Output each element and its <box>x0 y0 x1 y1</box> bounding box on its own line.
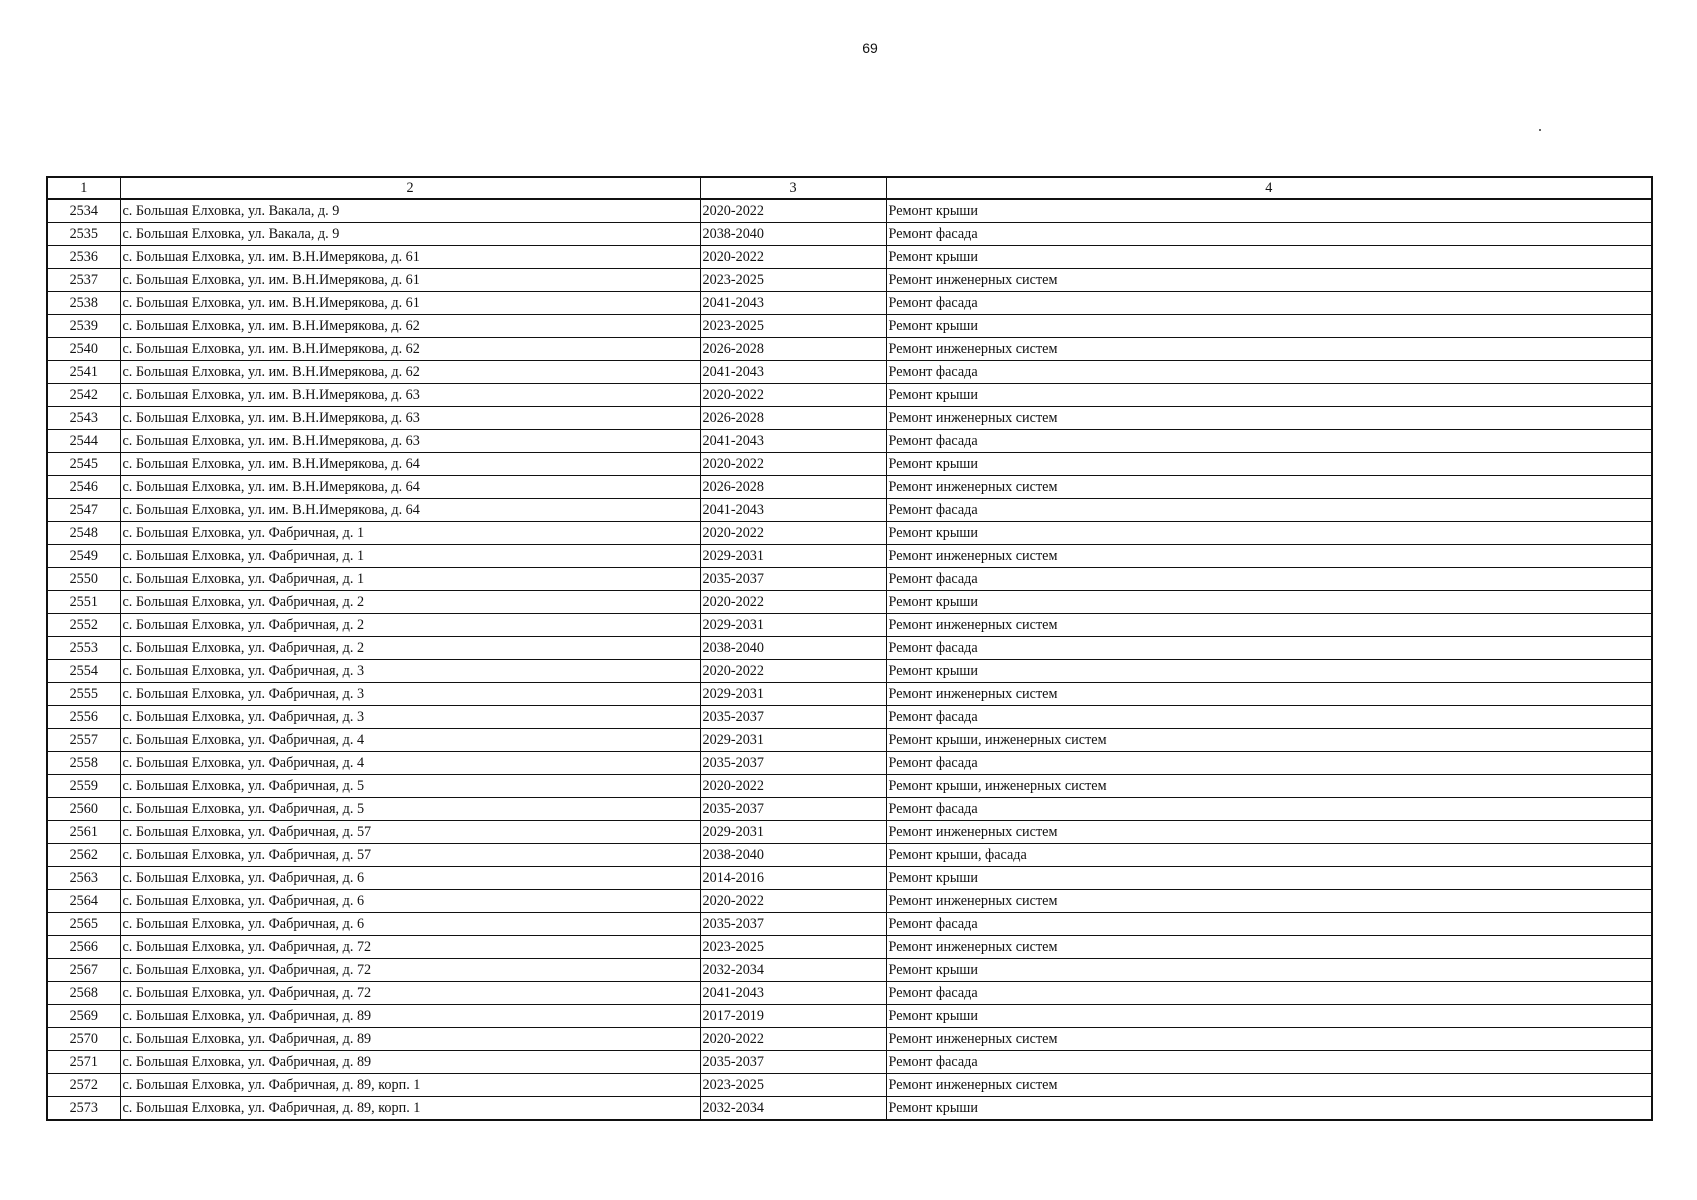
address-cell: с. Большая Елховка, ул. Фабричная, д. 89, корп. 1 <box>120 1074 700 1097</box>
address-cell: с. Большая Елховка, ул. Фабричная, д. 4 <box>120 729 700 752</box>
row-number: 2572 <box>47 1074 120 1097</box>
row-number: 2562 <box>47 844 120 867</box>
period-cell: 2032-2034 <box>700 1097 886 1121</box>
work-type-cell: Ремонт крыши <box>886 660 1652 683</box>
table-row <box>47 982 1652 1005</box>
address-cell: с. Большая Елховка, ул. Вакала, д. 9 <box>120 199 700 223</box>
period-cell: 2023-2025 <box>700 1074 886 1097</box>
address-cell: с. Большая Елховка, ул. им. В.Н.Имерякова, д. 62 <box>120 361 700 384</box>
work-type-cell: Ремонт крыши <box>886 315 1652 338</box>
work-type-cell: Ремонт крыши <box>886 1097 1652 1121</box>
address-cell: с. Большая Елховка, ул. Фабричная, д. 89 <box>120 1005 700 1028</box>
work-type-cell: Ремонт крыши, инженерных систем <box>886 775 1652 798</box>
table-row <box>47 683 1652 706</box>
work-type-cell: Ремонт крыши <box>886 1005 1652 1028</box>
table-row <box>47 1005 1652 1028</box>
work-type-cell: Ремонт фасада <box>886 913 1652 936</box>
period-cell: 2035-2037 <box>700 568 886 591</box>
row-number: 2563 <box>47 867 120 890</box>
column-header-3: 3 <box>700 177 886 199</box>
address-cell: с. Большая Елховка, ул. Фабричная, д. 72 <box>120 982 700 1005</box>
work-type-cell: Ремонт фасада <box>886 1051 1652 1074</box>
table-row <box>47 1097 1652 1121</box>
table-row <box>47 499 1652 522</box>
table-row <box>47 384 1652 407</box>
address-cell: с. Большая Елховка, ул. Фабричная, д. 2 <box>120 637 700 660</box>
row-number: 2544 <box>47 430 120 453</box>
period-cell: 2029-2031 <box>700 821 886 844</box>
table-row <box>47 936 1652 959</box>
table-row <box>47 568 1652 591</box>
work-type-cell: Ремонт фасада <box>886 292 1652 315</box>
address-cell: с. Большая Елховка, ул. Фабричная, д. 2 <box>120 614 700 637</box>
row-number: 2556 <box>47 706 120 729</box>
row-number: 2547 <box>47 499 120 522</box>
address-cell: с. Большая Елховка, ул. Фабричная, д. 72 <box>120 936 700 959</box>
address-cell: с. Большая Елховка, ул. им. В.Н.Имерякова, д. 62 <box>120 315 700 338</box>
row-number: 2535 <box>47 223 120 246</box>
address-cell: с. Большая Елховка, ул. Фабричная, д. 4 <box>120 752 700 775</box>
period-cell: 2035-2037 <box>700 798 886 821</box>
period-cell: 2035-2037 <box>700 1051 886 1074</box>
address-cell: с. Большая Елховка, ул. им. В.Н.Имерякова, д. 62 <box>120 338 700 361</box>
row-number: 2567 <box>47 959 120 982</box>
period-cell: 2020-2022 <box>700 522 886 545</box>
work-type-cell: Ремонт крыши <box>886 522 1652 545</box>
address-cell: с. Большая Елховка, ул. Фабричная, д. 3 <box>120 706 700 729</box>
row-number: 2551 <box>47 591 120 614</box>
row-number: 2538 <box>47 292 120 315</box>
address-cell: с. Большая Елховка, ул. Фабричная, д. 72 <box>120 959 700 982</box>
row-number: 2546 <box>47 476 120 499</box>
address-cell: с. Большая Елховка, ул. им. В.Н.Имерякова, д. 64 <box>120 499 700 522</box>
period-cell: 2038-2040 <box>700 223 886 246</box>
table-row <box>47 591 1652 614</box>
row-number: 2560 <box>47 798 120 821</box>
period-cell: 2017-2019 <box>700 1005 886 1028</box>
period-cell: 2041-2043 <box>700 430 886 453</box>
row-number: 2564 <box>47 890 120 913</box>
table-row <box>47 959 1652 982</box>
period-cell: 2014-2016 <box>700 867 886 890</box>
work-type-cell: Ремонт инженерных систем <box>886 683 1652 706</box>
table-row <box>47 706 1652 729</box>
table-row <box>47 614 1652 637</box>
work-type-cell: Ремонт инженерных систем <box>886 936 1652 959</box>
address-cell: с. Большая Елховка, ул. Фабричная, д. 6 <box>120 913 700 936</box>
row-number: 2541 <box>47 361 120 384</box>
address-cell: с. Большая Елховка, ул. Вакала, д. 9 <box>120 223 700 246</box>
row-number: 2573 <box>47 1097 120 1121</box>
work-type-cell: Ремонт фасада <box>886 982 1652 1005</box>
table-row <box>47 430 1652 453</box>
row-number: 2565 <box>47 913 120 936</box>
work-type-cell: Ремонт фасада <box>886 223 1652 246</box>
table-row <box>47 913 1652 936</box>
table-row <box>47 292 1652 315</box>
address-cell: с. Большая Елховка, ул. Фабричная, д. 1 <box>120 545 700 568</box>
table-row <box>47 453 1652 476</box>
scan-speck <box>1539 129 1541 131</box>
row-number: 2537 <box>47 269 120 292</box>
row-number: 2550 <box>47 568 120 591</box>
row-number: 2549 <box>47 545 120 568</box>
row-number: 2540 <box>47 338 120 361</box>
period-cell: 2035-2037 <box>700 913 886 936</box>
table-row <box>47 752 1652 775</box>
row-number: 2558 <box>47 752 120 775</box>
address-cell: с. Большая Елховка, ул. Фабричная, д. 1 <box>120 522 700 545</box>
work-type-cell: Ремонт инженерных систем <box>886 407 1652 430</box>
period-cell: 2041-2043 <box>700 292 886 315</box>
address-cell: с. Большая Елховка, ул. Фабричная, д. 3 <box>120 660 700 683</box>
address-cell: с. Большая Елховка, ул. им. В.Н.Имерякова, д. 61 <box>120 292 700 315</box>
address-cell: с. Большая Елховка, ул. Фабричная, д. 5 <box>120 798 700 821</box>
column-header-2: 2 <box>120 177 700 199</box>
table-row <box>47 798 1652 821</box>
address-cell: с. Большая Елховка, ул. им. В.Н.Имерякова, д. 63 <box>120 384 700 407</box>
row-number: 2571 <box>47 1051 120 1074</box>
work-type-cell: Ремонт крыши <box>886 453 1652 476</box>
address-cell: с. Большая Елховка, ул. им. В.Н.Имерякова, д. 63 <box>120 407 700 430</box>
period-cell: 2020-2022 <box>700 1028 886 1051</box>
column-header-1: 1 <box>47 177 120 199</box>
table-row <box>47 775 1652 798</box>
table-body <box>47 199 1652 1120</box>
work-type-cell: Ремонт инженерных систем <box>886 338 1652 361</box>
address-cell: с. Большая Елховка, ул. Фабричная, д. 89 <box>120 1028 700 1051</box>
period-cell: 2029-2031 <box>700 683 886 706</box>
address-cell: с. Большая Елховка, ул. Фабричная, д. 5 <box>120 775 700 798</box>
work-type-cell: Ремонт инженерных систем <box>886 1074 1652 1097</box>
table-row <box>47 1051 1652 1074</box>
address-cell: с. Большая Елховка, ул. Фабричная, д. 6 <box>120 890 700 913</box>
work-type-cell: Ремонт фасада <box>886 430 1652 453</box>
table-row <box>47 199 1652 223</box>
work-type-cell: Ремонт инженерных систем <box>886 476 1652 499</box>
work-type-cell: Ремонт инженерных систем <box>886 269 1652 292</box>
table-row <box>47 890 1652 913</box>
table-row <box>47 729 1652 752</box>
table-row <box>47 361 1652 384</box>
period-cell: 2032-2034 <box>700 959 886 982</box>
row-number: 2570 <box>47 1028 120 1051</box>
period-cell: 2020-2022 <box>700 890 886 913</box>
period-cell: 2023-2025 <box>700 269 886 292</box>
work-type-cell: Ремонт инженерных систем <box>886 1028 1652 1051</box>
table-row <box>47 315 1652 338</box>
address-cell: с. Большая Елховка, ул. им. В.Н.Имерякова, д. 63 <box>120 430 700 453</box>
row-number: 2569 <box>47 1005 120 1028</box>
table-row <box>47 223 1652 246</box>
table-row <box>47 269 1652 292</box>
row-number: 2553 <box>47 637 120 660</box>
table-row <box>47 821 1652 844</box>
address-cell: с. Большая Елховка, ул. Фабричная, д. 2 <box>120 591 700 614</box>
table-row <box>47 522 1652 545</box>
period-cell: 2023-2025 <box>700 936 886 959</box>
address-cell: с. Большая Елховка, ул. Фабричная, д. 57 <box>120 844 700 867</box>
period-cell: 2029-2031 <box>700 729 886 752</box>
period-cell: 2026-2028 <box>700 338 886 361</box>
table-row <box>47 1028 1652 1051</box>
period-cell: 2020-2022 <box>700 199 886 223</box>
work-type-cell: Ремонт фасада <box>886 706 1652 729</box>
work-type-cell: Ремонт крыши, инженерных систем <box>886 729 1652 752</box>
period-cell: 2038-2040 <box>700 844 886 867</box>
period-cell: 2041-2043 <box>700 361 886 384</box>
period-cell: 2029-2031 <box>700 545 886 568</box>
work-type-cell: Ремонт крыши <box>886 591 1652 614</box>
address-cell: с. Большая Елховка, ул. им. В.Н.Имерякова, д. 64 <box>120 453 700 476</box>
address-cell: с. Большая Елховка, ул. Фабричная, д. 6 <box>120 867 700 890</box>
work-type-cell: Ремонт крыши <box>886 246 1652 269</box>
row-number: 2543 <box>47 407 120 430</box>
address-cell: с. Большая Елховка, ул. Фабричная, д. 89, корп. 1 <box>120 1097 700 1121</box>
table-row <box>47 246 1652 269</box>
row-number: 2561 <box>47 821 120 844</box>
address-cell: с. Большая Елховка, ул. им. В.Н.Имерякова, д. 61 <box>120 246 700 269</box>
period-cell: 2041-2043 <box>700 499 886 522</box>
row-number: 2548 <box>47 522 120 545</box>
address-cell: с. Большая Елховка, ул. Фабричная, д. 89 <box>120 1051 700 1074</box>
period-cell: 2020-2022 <box>700 384 886 407</box>
table-header-row <box>47 177 1652 199</box>
address-cell: с. Большая Елховка, ул. им. В.Н.Имерякова, д. 61 <box>120 269 700 292</box>
row-number: 2534 <box>47 199 120 223</box>
table-row <box>47 660 1652 683</box>
row-number: 2545 <box>47 453 120 476</box>
table-row <box>47 545 1652 568</box>
work-type-cell: Ремонт инженерных систем <box>886 890 1652 913</box>
period-cell: 2020-2022 <box>700 591 886 614</box>
period-cell: 2029-2031 <box>700 614 886 637</box>
period-cell: 2035-2037 <box>700 706 886 729</box>
table-row <box>47 637 1652 660</box>
period-cell: 2041-2043 <box>700 982 886 1005</box>
period-cell: 2026-2028 <box>700 476 886 499</box>
work-type-cell: Ремонт фасада <box>886 361 1652 384</box>
period-cell: 2038-2040 <box>700 637 886 660</box>
row-number: 2559 <box>47 775 120 798</box>
page-number: 69 <box>862 40 878 56</box>
work-type-cell: Ремонт фасада <box>886 752 1652 775</box>
work-type-cell: Ремонт фасада <box>886 499 1652 522</box>
address-cell: с. Большая Елховка, ул. Фабричная, д. 1 <box>120 568 700 591</box>
work-type-cell: Ремонт фасада <box>886 798 1652 821</box>
row-number: 2536 <box>47 246 120 269</box>
column-header-4: 4 <box>886 177 1652 199</box>
period-cell: 2020-2022 <box>700 775 886 798</box>
row-number: 2568 <box>47 982 120 1005</box>
period-cell: 2035-2037 <box>700 752 886 775</box>
work-type-cell: Ремонт фасада <box>886 568 1652 591</box>
row-number: 2557 <box>47 729 120 752</box>
work-type-cell: Ремонт инженерных систем <box>886 821 1652 844</box>
work-type-cell: Ремонт крыши, фасада <box>886 844 1652 867</box>
work-type-cell: Ремонт крыши <box>886 867 1652 890</box>
address-cell: с. Большая Елховка, ул. Фабричная, д. 3 <box>120 683 700 706</box>
work-type-cell: Ремонт крыши <box>886 199 1652 223</box>
period-cell: 2020-2022 <box>700 246 886 269</box>
period-cell: 2020-2022 <box>700 660 886 683</box>
work-type-cell: Ремонт крыши <box>886 384 1652 407</box>
work-type-cell: Ремонт фасада <box>886 637 1652 660</box>
row-number: 2566 <box>47 936 120 959</box>
work-type-cell: Ремонт инженерных систем <box>886 545 1652 568</box>
address-cell: с. Большая Елховка, ул. Фабричная, д. 57 <box>120 821 700 844</box>
row-number: 2539 <box>47 315 120 338</box>
period-cell: 2023-2025 <box>700 315 886 338</box>
address-cell: с. Большая Елховка, ул. им. В.Н.Имерякова, д. 64 <box>120 476 700 499</box>
row-number: 2542 <box>47 384 120 407</box>
row-number: 2552 <box>47 614 120 637</box>
table-row <box>47 476 1652 499</box>
row-number: 2555 <box>47 683 120 706</box>
period-cell: 2026-2028 <box>700 407 886 430</box>
table-row <box>47 867 1652 890</box>
table-row <box>47 844 1652 867</box>
work-type-cell: Ремонт инженерных систем <box>886 614 1652 637</box>
period-cell: 2020-2022 <box>700 453 886 476</box>
row-number: 2554 <box>47 660 120 683</box>
repair-schedule-table <box>46 176 1653 1121</box>
table-row <box>47 338 1652 361</box>
work-type-cell: Ремонт крыши <box>886 959 1652 982</box>
table-row <box>47 1074 1652 1097</box>
table-row <box>47 407 1652 430</box>
